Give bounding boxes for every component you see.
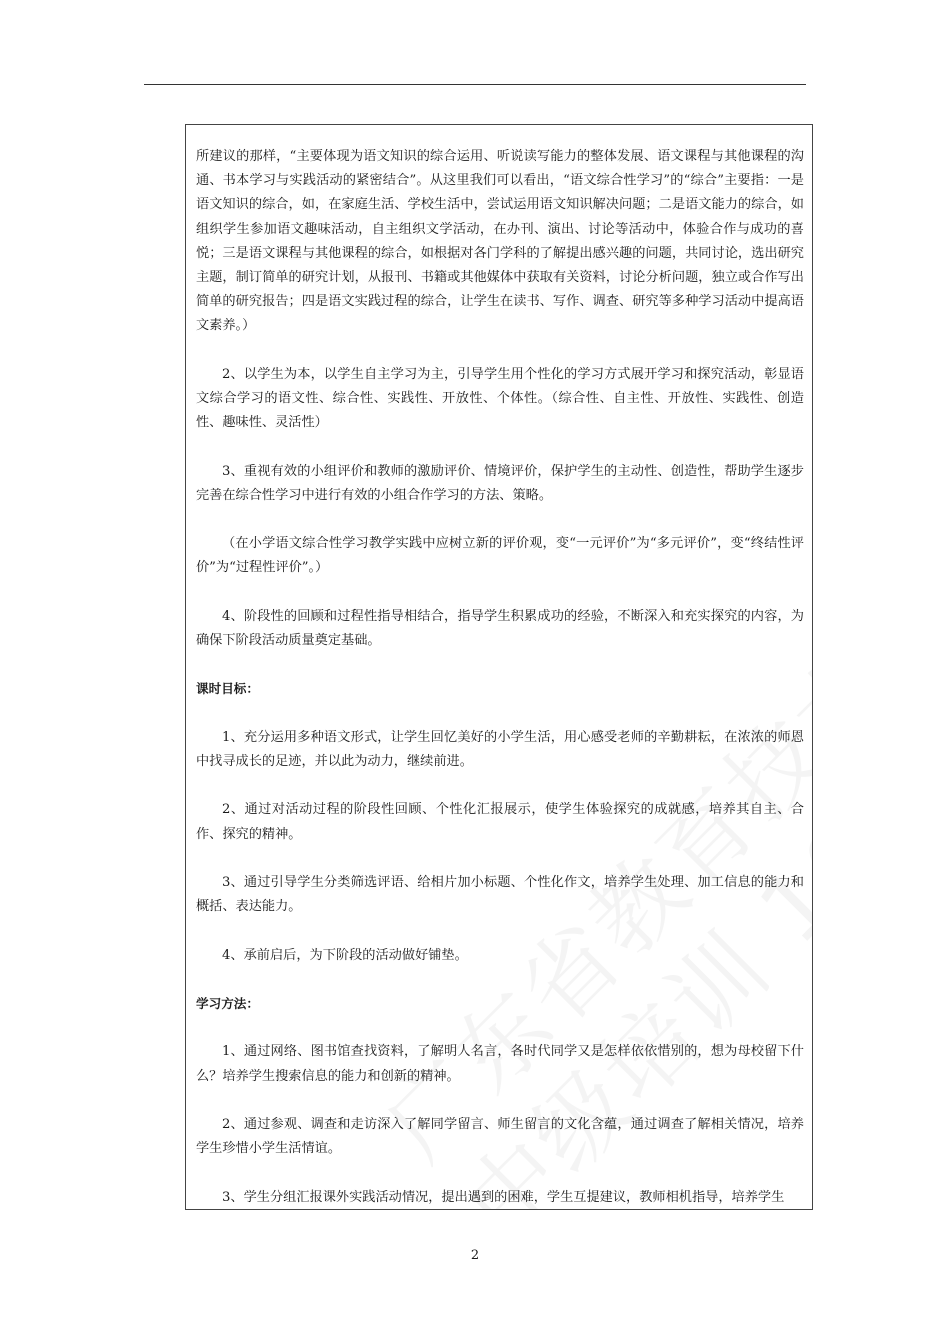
paragraph-principle-2: 2、以学生为本，以学生自主学习为主，引导学生用个性化的学习方式展开学习和探究活动，彰显语文综合学习的语文性、综合性、实践性、开放性、个体性。（综合性、自主性、开放性、实践性、创造性、趣味性、灵活性） [196, 366, 804, 431]
paragraph-evaluation-note: （在小学语文综合性学习教学实践中应树立新的评价观，变“一元评价”为“多元评价”，变“终结性评价”为“过程性评价”。） [196, 536, 804, 576]
goal-item-3: 3、通过引导学生分类筛选评语、给相片加小标题、个性化作文，培养学生处理、加工信息的能力和概括、表达能力。 [196, 874, 804, 915]
header-rule [144, 84, 806, 85]
content-table-cell [185, 124, 813, 1210]
method-item-2: 2、通过参观、调查和走访深入了解同学留言、师生留言的文化含蕴，通过调查了解相关情况，培养学生珍惜小学生活情谊。 [196, 1116, 804, 1157]
goal-item-2: 2、通过对活动过程的阶段性回顾、个性化汇报展示，使学生体验探究的成就感，培养其自主、合作、探究的精神。 [196, 802, 804, 842]
paragraph-intro-continuation: 所建议的那样，“主要体现为语文知识的综合运用、听说读写能力的整体发展、语文课程与其他课程的沟通、书本学习与实践活动的紧密结合”。从这里我们可以看出，“语文综合性学习”的“综合”主要指：一是语文知识的综合，如，在家庭生活、学校生活中，尝试运用语文知识解决问题；二是语文能力的综合，如组织学生参加语文趣味活动，自主组织文学活动，在办刊、演出、讨论等活动中，体验合作与成功的喜悦；三是语文课程与其他课程的综合，如根据对各门学科的了解提出感兴趣的问题，共同讨论，选出研究主题，制订简单的研究计划，从报刊、书籍或其他媒体中获取有关资料，讨论分析问题，独立或合作写出简单的研究报告；四是语文实践过程的综合，让学生在读书、写作、调查、研究等多种学习活动中提高语文素养。） [196, 149, 804, 334]
goal-item-1: 1、充分运用多种语文形式，让学生回忆美好的小学生活，用心感受老师的辛勤耕耘，在浓浓的师恩中找寻成长的足迹，并以此为动力，继续前进。 [196, 729, 804, 769]
heading-learning-methods: 学习方法： [196, 995, 259, 1011]
document-body [196, 145, 804, 1210]
paragraph-principle-3: 3、重视有效的小组评价和教师的激励评价、情境评价，保护学生的主动性、创造性，帮助学生逐步完善在综合性学习中进行有效的小组合作学习的方法、策略。 [196, 463, 804, 503]
paragraph-principle-4: 4、阶段性的回顾和过程性指导相结合，指导学生积累成功的经验，不断深入和充实探究的内容，为确保下阶段活动质量奠定基础。 [196, 608, 804, 648]
method-item-3: 3、学生分组汇报课外实践活动情况，提出遇到的困难，学生互提建议，教师相机指导，培养学生 [222, 1189, 785, 1205]
page-number: 2 [470, 1248, 480, 1263]
heading-lesson-goals: 课时目标： [196, 681, 259, 697]
goal-item-4: 4、承前启后，为下阶段的活动做好铺垫。 [222, 947, 468, 963]
method-item-1: 1、通过网络、图书馆查找资料，了解明人名言，各时代同学又是怎样依依惜别的，想为母校留下什么？培养学生搜索信息的能力和创新的精神。 [196, 1044, 804, 1084]
